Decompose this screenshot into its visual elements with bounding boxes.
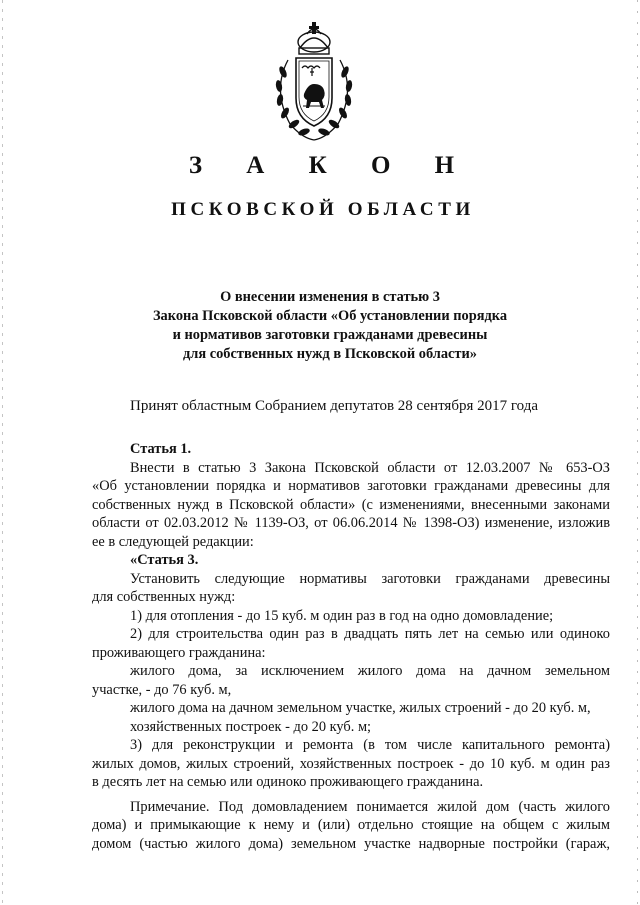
heading-line: Закона Псковской области «Об установлении порядка	[152, 308, 508, 324]
article-3-intro	[92, 570, 610, 607]
text-line: Примечание. Под домовладением понимается жилой дом (часть жилого	[130, 798, 610, 815]
note-paragraph	[92, 798, 610, 854]
text-line: жилого дома, за исключением жилого дома на дачном земельном	[130, 663, 610, 679]
article-3-label: «Статья 3.	[130, 552, 199, 568]
text-line: домом (частью жилого дома) земельном участке надворные постройки (гараж,	[92, 835, 610, 852]
text-line: в десять лет на семью или одиноко проживающего гражданина.	[92, 774, 484, 790]
text-line: участке, - до 76 куб. м,	[92, 681, 232, 698]
item-3	[92, 736, 610, 792]
coat-of-arms-icon	[266, 20, 362, 144]
item-2b: жилого дома на дачном земельном участке, жилых строений - до 20 куб. м,	[130, 700, 591, 716]
scan-edge-right	[637, 0, 638, 905]
item-2a	[92, 662, 610, 699]
item-2	[92, 625, 610, 662]
text-line: Установить следующие нормативы заготовки гражданами древесины	[130, 570, 610, 587]
law-body	[92, 440, 610, 853]
text-line: области от 02.03.2012 № 1139-ОЗ, от 06.06.2014 № 1398-ОЗ) изменение, изложив	[92, 515, 610, 531]
scan-edge-left	[2, 0, 3, 905]
text-line: ее в следующей редакции:	[92, 533, 254, 550]
text-line: собственных нужд в Псковской области» (с изменениями, внесенными законами	[92, 496, 610, 513]
article-1-label: Статья 1.	[130, 441, 192, 457]
text-line: жилых домов, жилых строений, хозяйственных построек - до 10 куб. м один раз	[92, 755, 610, 772]
document-subtitle: ПСКОВСКОЙ ОБЛАСТИ	[171, 199, 475, 220]
text-line: для собственных нужд:	[92, 589, 236, 605]
item-2c: хозяйственных построек - до 20 куб. м;	[130, 718, 372, 735]
text-line: 2) для строительства один раз в двадцать пять лет на семью или одиноко	[130, 626, 610, 642]
document-title: З А К О Н	[188, 152, 474, 179]
heading-line: О внесении изменения в статью 3	[220, 289, 440, 305]
item-1: 1) для отопления - до 15 куб. м один раз в год на одно домовладение;	[130, 607, 554, 624]
text-line: «Об установлении порядка и нормативов заготовки гражданами древесины для	[92, 478, 610, 494]
text-line: 3) для реконструкции и ремонта (в том числе капитального ремонта)	[130, 737, 610, 753]
heading-line: для собственных нужд в Псковской области»	[182, 346, 477, 362]
law-heading	[120, 288, 540, 364]
adoption-date-line: Принят областным Собранием депутатов 28 сентября 2017 года	[129, 398, 539, 414]
text-line: Внести в статью 3 Закона Псковской области от 12.03.2007 № 653-ОЗ	[130, 459, 610, 476]
text-line: проживающего гражданина:	[92, 644, 266, 661]
heading-line: и нормативов заготовки гражданами древесины	[172, 327, 488, 343]
text-line: дома) и примыкающие к нему и (или) отдельно стоящие на общем с жилым	[92, 817, 610, 833]
article-1-text	[92, 459, 610, 552]
